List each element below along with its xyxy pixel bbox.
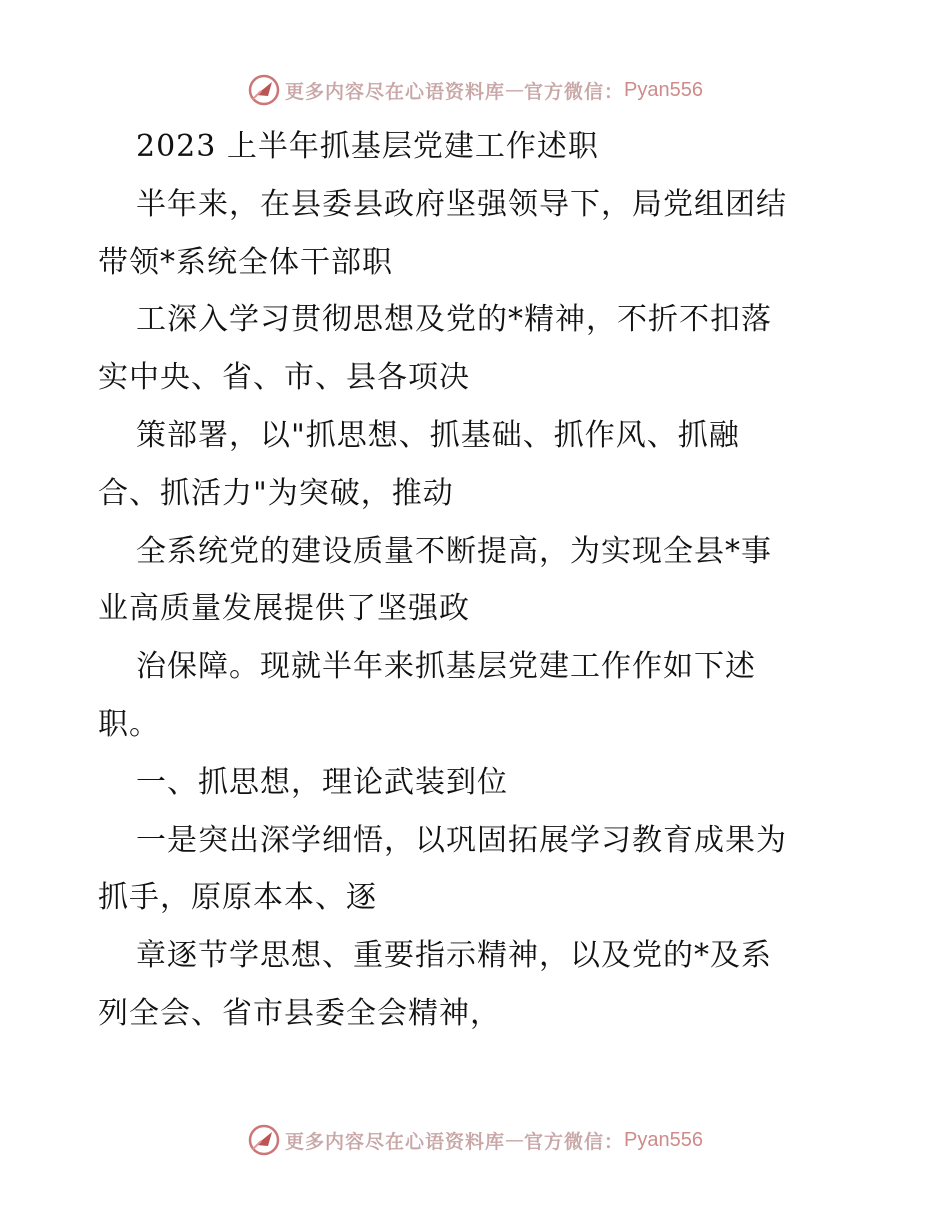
text-line: 列全会、省市县委全会精神， bbox=[98, 995, 501, 1031]
watermark-id: Pyan556 bbox=[624, 78, 703, 101]
watermark-text: 更多内容尽在心语资料库 bbox=[285, 1130, 506, 1153]
text-line: 抓手，原原本本、逐 bbox=[98, 880, 377, 916]
text-line: 治保障。现就半年来抓基层党建工作作如下述 bbox=[136, 649, 756, 685]
watermark-separator: — bbox=[505, 1129, 525, 1151]
logo-icon bbox=[247, 1123, 281, 1157]
footer-watermark bbox=[0, 1120, 950, 1160]
watermark-id: Pyan556 bbox=[624, 1128, 703, 1151]
text-line: 章逐节学思想、重要指示精神，以及党的*及系 bbox=[136, 938, 772, 974]
watermark-text: 更多内容尽在心语资料库 bbox=[285, 80, 506, 103]
document-body bbox=[98, 118, 858, 1043]
text-line: 全系统党的建设质量不断提高，为实现全县*事 bbox=[136, 533, 772, 569]
text-line: 带领*系统全体干部职 bbox=[98, 244, 393, 280]
text-line: 业高质量发展提供了坚强政 bbox=[98, 591, 470, 627]
watermark-label: 官方微信： bbox=[524, 1130, 625, 1153]
text-line: 一是突出深学细悟，以巩固拓展学习教育成果为 bbox=[136, 822, 787, 858]
section-heading: 一、抓思想，理论武装到位 bbox=[136, 764, 508, 800]
header-watermark bbox=[0, 70, 950, 110]
logo-icon bbox=[247, 73, 281, 107]
text-line: 策部署，以"抓思想、抓基础、抓作风、抓融 bbox=[136, 417, 740, 453]
watermark-separator: — bbox=[505, 79, 525, 101]
text-line: 工深入学习贯彻思想及党的*精神，不折不扣落 bbox=[136, 302, 772, 338]
text-line: 实中央、省、市、县各项决 bbox=[98, 360, 470, 396]
document-title: 2023 上半年抓基层党建工作述职 bbox=[136, 129, 599, 164]
text-line: 职。 bbox=[98, 706, 160, 742]
text-line: 合、抓活力"为突破，推动 bbox=[98, 475, 454, 511]
text-line: 半年来，在县委县政府坚强领导下，局党组团结 bbox=[136, 186, 787, 222]
watermark-label: 官方微信： bbox=[524, 80, 625, 103]
